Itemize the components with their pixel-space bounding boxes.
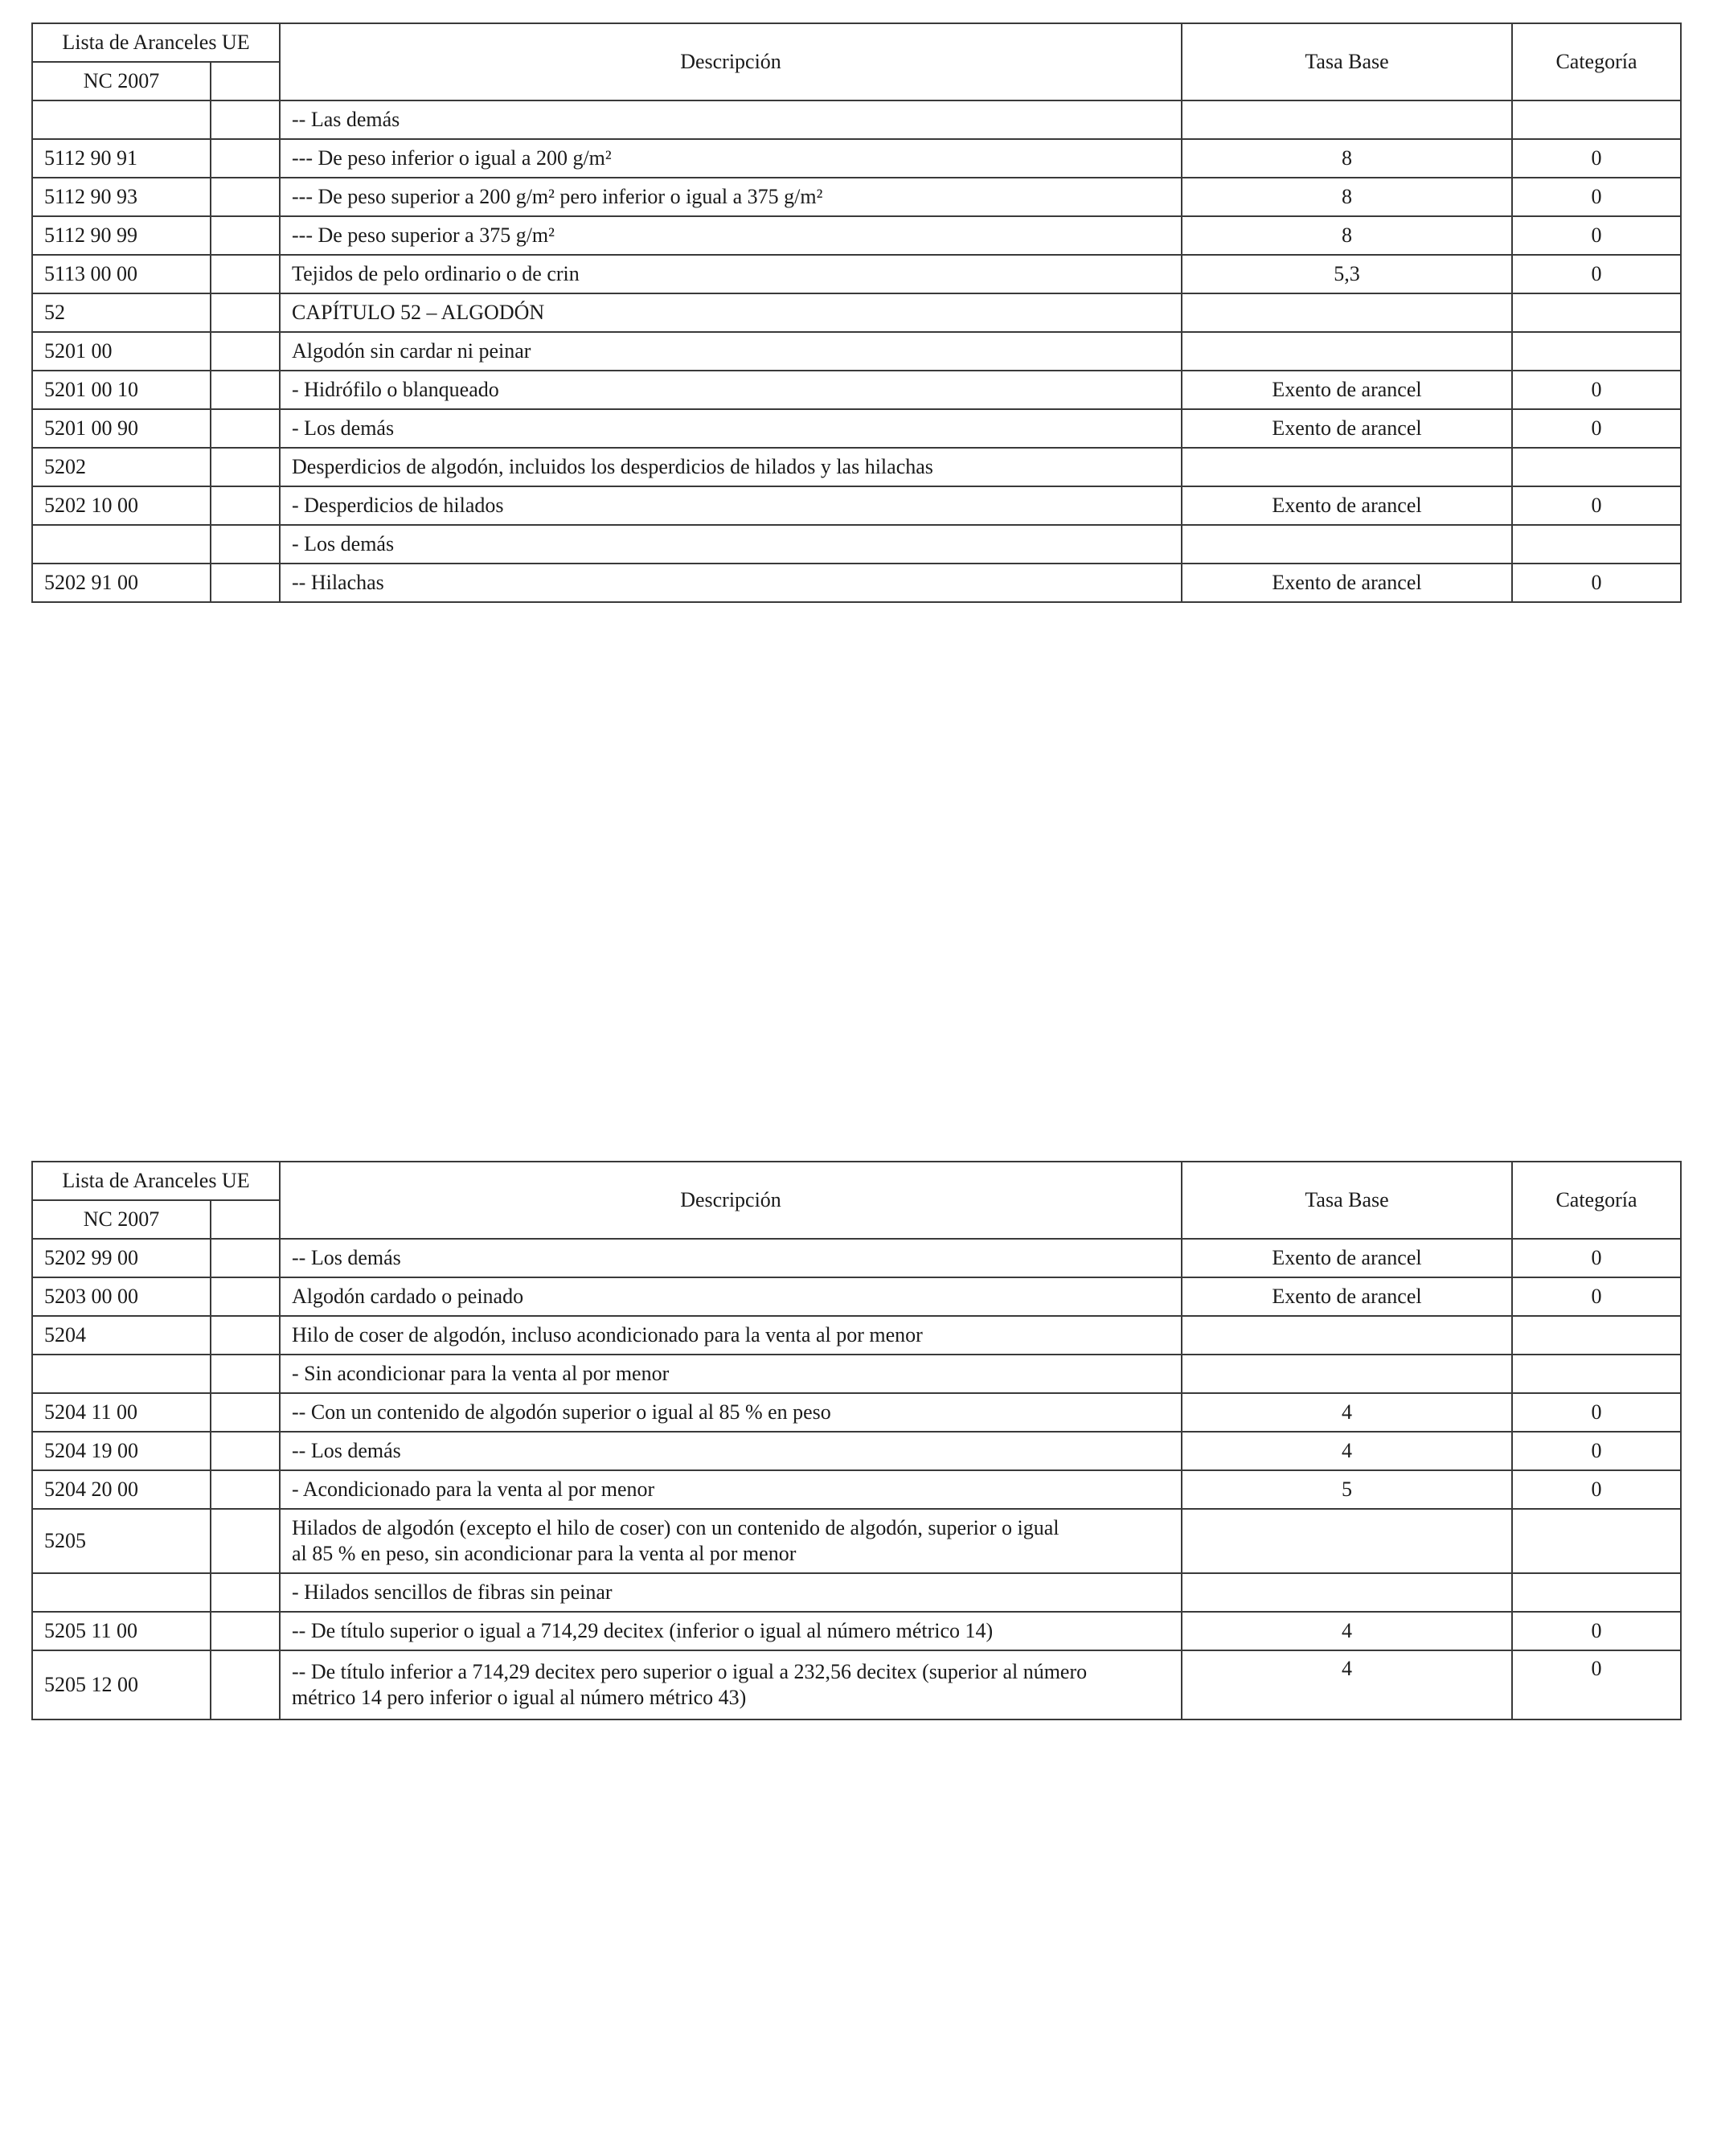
table-row: [32, 371, 1681, 409]
table-row: [32, 448, 1681, 486]
tariff-table-1: [31, 23, 1682, 603]
table-row: [32, 486, 1681, 525]
code-cell: 5205 12 00: [32, 1650, 211, 1719]
rate-cell: [1182, 525, 1512, 564]
table-row: [32, 409, 1681, 448]
spacer-cell: [211, 1432, 280, 1470]
description-cell: Algodón sin cardar ni peinar: [280, 332, 1182, 371]
description-cell: -- Las demás: [280, 100, 1182, 139]
spacer-cell: [211, 332, 280, 371]
table-row: [32, 525, 1681, 564]
description-cell: - Hidrófilo o blanqueado: [280, 371, 1182, 409]
rate-cell: Exento de arancel: [1182, 486, 1512, 525]
rate-cell: [1182, 1316, 1512, 1355]
description-cell: CAPÍTULO 52 – ALGODÓN: [280, 293, 1182, 332]
table-row: [32, 564, 1681, 602]
description-cell: --- De peso inferior o igual a 200 g/m²: [280, 139, 1182, 178]
spacer-cell: [211, 1393, 280, 1432]
header-empty-cell: [211, 1200, 280, 1239]
rate-cell: 8: [1182, 178, 1512, 216]
code-cell: 5112 90 93: [32, 178, 211, 216]
code-cell: [32, 1355, 211, 1393]
code-cell: 5203 00 00: [32, 1277, 211, 1316]
header-category: Categoría: [1512, 23, 1681, 100]
table-row: [32, 255, 1681, 293]
description-cell: --- De peso superior a 375 g/m²: [280, 216, 1182, 255]
rate-cell: Exento de arancel: [1182, 564, 1512, 602]
rate-cell: 5,3: [1182, 255, 1512, 293]
table-row: [32, 1277, 1681, 1316]
code-cell: 5201 00 90: [32, 409, 211, 448]
table-row: [32, 1650, 1681, 1719]
description-cell: - Hilados sencillos de fibras sin peinar: [280, 1573, 1182, 1612]
code-cell: 5202: [32, 448, 211, 486]
code-cell: 5112 90 99: [32, 216, 211, 255]
table-row: [32, 100, 1681, 139]
description-cell: - Los demás: [280, 525, 1182, 564]
header-description: Descripción: [280, 23, 1182, 100]
description-cell: Desperdicios de algodón, incluidos los desperdicios de hilados y las hilachas: [280, 448, 1182, 486]
description-cell: [280, 1650, 1182, 1719]
rate-cell: [1182, 448, 1512, 486]
rate-cell: [1182, 1509, 1512, 1573]
spacer-cell: [211, 178, 280, 216]
rate-cell: 4: [1182, 1650, 1512, 1719]
table-row: [32, 1355, 1681, 1393]
category-cell: 0: [1512, 1239, 1681, 1277]
code-cell: 52: [32, 293, 211, 332]
spacer-cell: [211, 564, 280, 602]
category-cell: 0: [1512, 1432, 1681, 1470]
table-row: [32, 1573, 1681, 1612]
header-base-rate: Tasa Base: [1182, 23, 1512, 100]
spacer-cell: [211, 216, 280, 255]
table-row: [32, 293, 1681, 332]
spacer-cell: [211, 371, 280, 409]
category-cell: 0: [1512, 178, 1681, 216]
category-cell: [1512, 293, 1681, 332]
spacer-cell: [211, 139, 280, 178]
description-cell: -- Con un contenido de algodón superior o igual al 85 % en peso: [280, 1393, 1182, 1432]
header-empty-cell: [211, 62, 280, 100]
header-description: Descripción: [280, 1162, 1182, 1239]
rate-cell: 8: [1182, 139, 1512, 178]
spacer-cell: [211, 1612, 280, 1650]
header-nc-label: NC 2007: [32, 1200, 211, 1239]
spacer-cell: [211, 1573, 280, 1612]
spacer-cell: [211, 448, 280, 486]
description-cell: -- De título superior o igual a 714,29 decitex (inferior o igual al número métrico 14): [280, 1612, 1182, 1650]
rate-cell: Exento de arancel: [1182, 409, 1512, 448]
category-cell: [1512, 1355, 1681, 1393]
code-cell: 5205: [32, 1509, 211, 1573]
description-line: métrico 14 pero inferior o igual al número métrico 43): [292, 1686, 747, 1709]
code-cell: 5204 11 00: [32, 1393, 211, 1432]
spacer-cell: [211, 1355, 280, 1393]
category-cell: 0: [1512, 1470, 1681, 1509]
category-cell: [1512, 1316, 1681, 1355]
description-cell: - Acondicionado para la venta al por menor: [280, 1470, 1182, 1509]
table-row: [32, 1432, 1681, 1470]
rate-cell: 5: [1182, 1470, 1512, 1509]
spacer-cell: [211, 100, 280, 139]
rate-cell: [1182, 332, 1512, 371]
description-line: -- De título inferior a 714,29 decitex pero superior o igual a 232,56 decitex (superior al número: [292, 1660, 1088, 1683]
code-cell: 5204 20 00: [32, 1470, 211, 1509]
category-cell: [1512, 448, 1681, 486]
category-cell: [1512, 100, 1681, 139]
header-list-label: Lista de Aranceles UE: [32, 1162, 280, 1200]
table-row: [32, 178, 1681, 216]
header-category: Categoría: [1512, 1162, 1681, 1239]
spacer-cell: [211, 1277, 280, 1316]
description-cell: - Desperdicios de hilados: [280, 486, 1182, 525]
spacer-cell: [211, 293, 280, 332]
category-cell: 0: [1512, 255, 1681, 293]
category-cell: 0: [1512, 564, 1681, 602]
code-cell: 5202 10 00: [32, 486, 211, 525]
spacer-cell: [211, 486, 280, 525]
code-cell: 5205 11 00: [32, 1612, 211, 1650]
description-cell: --- De peso superior a 200 g/m² pero inferior o igual a 375 g/m²: [280, 178, 1182, 216]
rate-cell: [1182, 293, 1512, 332]
description-cell: - Los demás: [280, 409, 1182, 448]
code-cell: [32, 100, 211, 139]
rate-cell: Exento de arancel: [1182, 1277, 1512, 1316]
category-cell: 0: [1512, 1277, 1681, 1316]
description-line: Hilados de algodón (excepto el hilo de coser) con un contenido de algodón, superior o igual: [292, 1516, 1059, 1539]
code-cell: 5201 00 10: [32, 371, 211, 409]
description-cell: Algodón cardado o peinado: [280, 1277, 1182, 1316]
table-row: [32, 1509, 1681, 1573]
spacer-cell: [211, 1316, 280, 1355]
category-cell: [1512, 1509, 1681, 1573]
spacer-cell: [211, 255, 280, 293]
description-cell: -- Hilachas: [280, 564, 1182, 602]
spacer-cell: [211, 525, 280, 564]
table-row: [32, 1612, 1681, 1650]
rate-cell: [1182, 1355, 1512, 1393]
table-row: [32, 216, 1681, 255]
code-cell: 5202 91 00: [32, 564, 211, 602]
rate-cell: Exento de arancel: [1182, 1239, 1512, 1277]
description-cell: Tejidos de pelo ordinario o de crin: [280, 255, 1182, 293]
category-cell: [1512, 332, 1681, 371]
code-cell: [32, 525, 211, 564]
rate-cell: 4: [1182, 1393, 1512, 1432]
code-cell: 5204: [32, 1316, 211, 1355]
spacer-cell: [211, 1470, 280, 1509]
code-cell: [32, 1573, 211, 1612]
rate-cell: 4: [1182, 1432, 1512, 1470]
table-row: [32, 1393, 1681, 1432]
category-cell: 0: [1512, 409, 1681, 448]
category-cell: 0: [1512, 216, 1681, 255]
category-cell: 0: [1512, 1650, 1681, 1719]
code-cell: 5201 00: [32, 332, 211, 371]
category-cell: 0: [1512, 1393, 1681, 1432]
rate-cell: Exento de arancel: [1182, 371, 1512, 409]
table-row: [32, 139, 1681, 178]
code-cell: 5112 90 91: [32, 139, 211, 178]
description-cell: Hilo de coser de algodón, incluso acondicionado para la venta al por menor: [280, 1316, 1182, 1355]
code-cell: 5204 19 00: [32, 1432, 211, 1470]
spacer-cell: [211, 1509, 280, 1573]
description-line: al 85 % en peso, sin acondicionar para la venta al por menor: [292, 1542, 797, 1565]
category-cell: [1512, 1573, 1681, 1612]
tariff-table-2: [31, 1161, 1682, 1720]
header-nc-label: NC 2007: [32, 62, 211, 100]
category-cell: [1512, 525, 1681, 564]
rate-cell: [1182, 1573, 1512, 1612]
spacer-cell: [211, 409, 280, 448]
code-cell: 5113 00 00: [32, 255, 211, 293]
table-row: [32, 332, 1681, 371]
rate-cell: 8: [1182, 216, 1512, 255]
category-cell: 0: [1512, 486, 1681, 525]
rate-cell: 4: [1182, 1612, 1512, 1650]
rate-cell: [1182, 100, 1512, 139]
category-cell: 0: [1512, 1612, 1681, 1650]
code-cell: 5202 99 00: [32, 1239, 211, 1277]
header-list-label: Lista de Aranceles UE: [32, 23, 280, 62]
spacer-cell: [211, 1650, 280, 1719]
category-cell: 0: [1512, 371, 1681, 409]
table-row: [32, 1316, 1681, 1355]
category-cell: 0: [1512, 139, 1681, 178]
spacer-cell: [211, 1239, 280, 1277]
description-cell: -- Los demás: [280, 1239, 1182, 1277]
description-cell: -- Los demás: [280, 1432, 1182, 1470]
description-cell: [280, 1509, 1182, 1573]
description-cell: - Sin acondicionar para la venta al por menor: [280, 1355, 1182, 1393]
header-base-rate: Tasa Base: [1182, 1162, 1512, 1239]
table-row: [32, 1470, 1681, 1509]
table-row: [32, 1239, 1681, 1277]
